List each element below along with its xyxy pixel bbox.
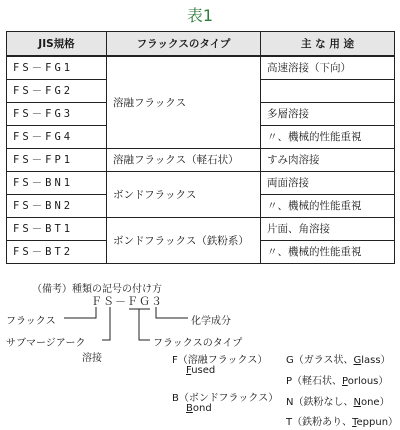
main-use: 多層溶接 [261, 103, 395, 126]
main-use: 両面溶接 [261, 172, 395, 195]
chem-t-rest: eppun） [356, 417, 399, 428]
flux-type: ボンドフラックス [107, 172, 261, 218]
header-main-use: 主 な 用 途 [261, 32, 395, 57]
chem-n-rest: one） [360, 397, 390, 408]
jis-code: FS－BN1 [7, 172, 107, 195]
chem-t-label [286, 413, 398, 428]
chem-p-label [286, 372, 388, 387]
flux-type: 溶融フラックス [107, 56, 261, 149]
main-use: 高速溶接（下向） [261, 56, 395, 80]
main-use: 片面、角溶接 [261, 218, 395, 241]
type-b-english-rest: ond [192, 403, 212, 414]
label-flux-type: フラックスのタイプ [153, 338, 243, 349]
jis-code: FS－FG3 [7, 103, 107, 126]
type-f-label: F（溶融フラックス） [172, 355, 268, 366]
jis-code: FS－FG2 [7, 80, 107, 103]
connector-flux-type [139, 309, 150, 340]
flux-type: ボンドフラックス（鉄粉系） [107, 218, 261, 264]
chem-p-rest: orlous） [347, 376, 389, 387]
header-flux-type: フラックスのタイプ [107, 32, 261, 57]
main-use: 〃、機械的性能重視 [261, 126, 395, 149]
main-use: すみ肉溶接 [261, 149, 395, 172]
type-f-english-rest: used [191, 365, 216, 376]
chem-g-jp: G（ガラス状、 [286, 355, 354, 366]
type-f-english-initial: F [186, 365, 192, 376]
chem-n-jp: N（鉄粉なし、 [286, 397, 354, 408]
main-use: 〃、機械的性能重視 [261, 195, 395, 218]
flux-type: 溶融フラックス（軽石状） [107, 149, 261, 172]
type-b-label: B（ボンドフラックス） [172, 393, 279, 404]
jis-code: FS－FG1 [7, 56, 107, 80]
chem-t-jp: T（鉄粉あり、 [286, 417, 353, 428]
chem-g-initial: G [353, 355, 362, 366]
label-welding: 溶接 [82, 353, 102, 364]
connector-saw [102, 307, 110, 340]
type-b-english-initial: B [186, 403, 193, 414]
chem-n-label [286, 393, 390, 408]
label-flux: フラックス [6, 316, 56, 327]
type-f-english [186, 365, 215, 376]
chem-p-jp: P（軽石状、 [286, 376, 343, 387]
legend-note: （備考）種類の記号の付け方 [32, 284, 162, 295]
main-use: 〃、機械的性能重視 [261, 241, 395, 264]
jis-code: FS－BT1 [7, 218, 107, 241]
chem-t-initial: T [352, 417, 357, 428]
label-saw: サブマージアーク [6, 338, 86, 349]
chem-n-initial: N [353, 397, 361, 408]
jis-code: FS－FP1 [7, 149, 107, 172]
jis-code: FS－FG4 [7, 126, 107, 149]
page-title: 表1 [186, 6, 214, 25]
jis-code: FS－BT2 [7, 241, 107, 264]
label-chemical: 化学成分 [191, 316, 231, 327]
chem-g-rest: lass） [361, 355, 391, 366]
chem-g-label [286, 351, 391, 366]
example-symbol: ＦＳ－ＦＧ３ [91, 295, 163, 308]
chem-p-initial: P [342, 376, 348, 387]
type-b-english [186, 403, 212, 414]
jis-code: FS－BN2 [7, 195, 107, 218]
header-jis: JIS規格 [7, 32, 107, 57]
